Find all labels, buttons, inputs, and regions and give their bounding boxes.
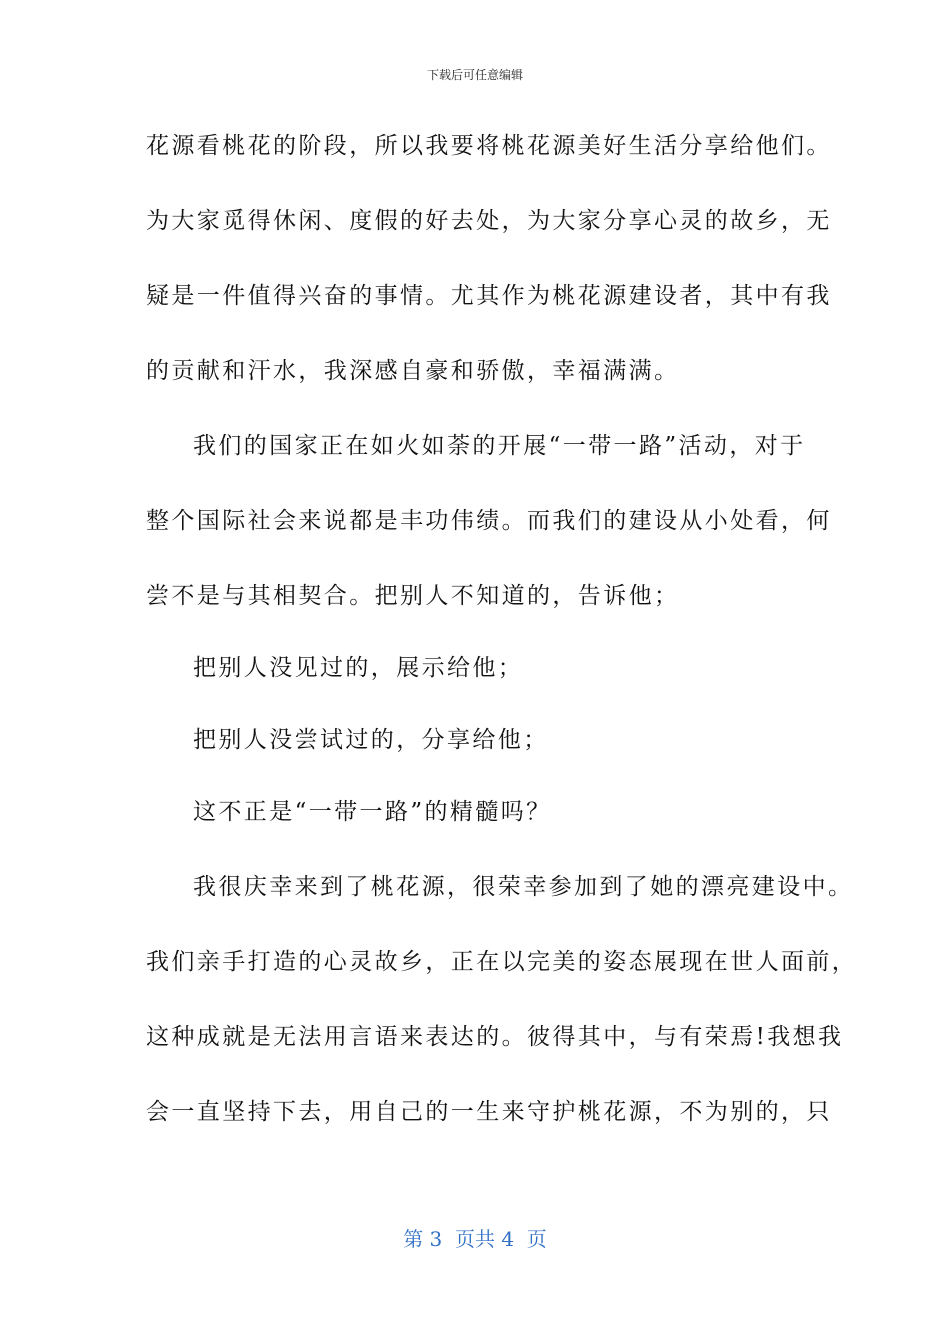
page-number-footer: 第 3 页共 4 页 [403, 1227, 547, 1251]
text-line: 我们亲手打造的心灵故乡，正在以完美的姿态展现在世人面前， [146, 949, 858, 975]
text-line: 为大家觅得休闲、度假的好去处，为大家分享心灵的故乡，无 [146, 208, 832, 234]
paragraph-start-line: 把别人没尝试过的，分享给他； [193, 727, 549, 753]
text-line: 整个国际社会来说都是丰功伟绩。而我们的建设从小处看，何 [146, 508, 832, 534]
text-line: 花源看桃花的阶段，所以我要将桃花源美好生活分享给他们。 [146, 133, 832, 159]
page-header: 下载后可任意编辑 [426, 68, 523, 82]
text-line: 会一直坚持下去，用自己的一生来守护桃花源，不为别的，只 [146, 1099, 832, 1125]
paragraph-start-line: 我很庆幸来到了桃花源，很荣幸参加到了她的漂亮建设中。 [193, 874, 854, 900]
text-line: 的贡献和汗水，我深感自豪和骄傲，幸福满满。 [146, 358, 680, 384]
document-body [146, 124, 858, 1165]
paragraph-start-line: 这不正是“一带一路”的精髓吗？ [193, 799, 552, 825]
paragraph-start-line: 把别人没见过的，展示给他； [193, 655, 524, 681]
text-line: 这种成就是无法用言语来表达的。彼得其中，与有荣焉!我想我 [146, 1024, 844, 1050]
text-line: 尝不是与其相契合。把别人不知道的，告诉他； [146, 583, 680, 609]
text-line: 疑是一件值得兴奋的事情。尤其作为桃花源建设者，其中有我 [146, 283, 832, 309]
paragraph-start-line: 我们的国家正在如火如荼的开展“一带一路”活动，对于 [193, 433, 806, 459]
